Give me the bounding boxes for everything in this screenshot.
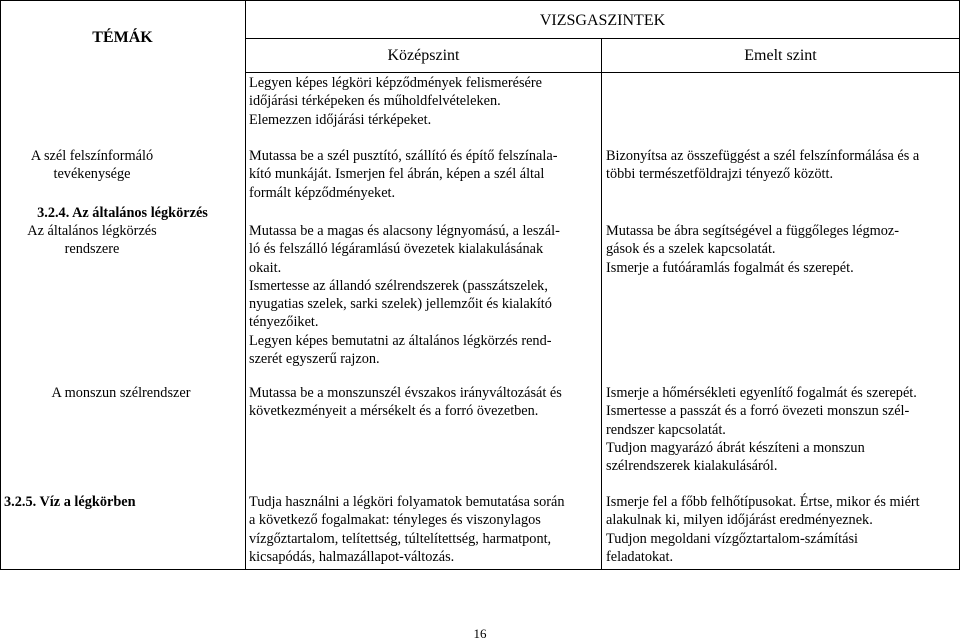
intro-mid-text: Legyen képes légköri képződmények felismerésére időjárási térképeken és műholdfelvételeken. Elemezzen időjárási térképeket. (249, 75, 542, 128)
row-monsoon-adv: Ismerje a hőmérsékleti egyenlítő fogalmát és szerepét. Ismertesse a passzát és a forró övezeti monszun szél- rendszer kapcsolatát. Tudjon magyarázó ábrát készíteni a monszun szélrendszerek kialakulásáról. (606, 385, 917, 475)
row-wind-landforms-adv: Bizonyítsa az összefüggést a szél felszínformálása és a többi természetföldrajzi tényező között. (606, 148, 920, 183)
header-divider-bottom (245, 72, 960, 73)
table-border-top (0, 0, 960, 1)
column-divider-levels (601, 38, 602, 570)
page-number: 16 (473, 626, 487, 641)
header-exam-levels: VIZSGASZINTEK (539, 12, 666, 29)
table-border-bottom (0, 569, 960, 570)
row-wind-landforms-mid: Mutassa be a szél pusztító, szállító és építő felszínala- kító munkáját. Ismerjen fel ábrán, képen a szél által formált képződményeket. (249, 148, 558, 201)
row-monsoon-mid: Mutassa be a monszunszél évszakos irányváltozását és következményeit a mérsékelt és a forró övezetben. (249, 385, 562, 420)
row-wind-landforms-topic: A szél felszínformáló tevékenysége (30, 148, 154, 183)
row-circulation-adv: Mutassa be ábra segítségével a függőleges légmoz- gások és a szelek kapcsolatát. Ismerje a futóáramlás fogalmát és szerepét. (606, 223, 899, 276)
header-advanced-level: Emelt szint (744, 47, 817, 64)
row-circulation-topic-code: 3.2.4. Az általános légkörzés (37, 205, 208, 221)
row-water-adv: Ismerje fel a főbb felhőtípusokat. Értse, mikor és miért alakulnak ki, milyen időjárást eredményeznek. Tudjon megoldani vízgőztartalom-számítási feladatokat. (606, 494, 920, 565)
row-circulation-mid: Mutassa be a magas és alacsony légnyomású, a leszál- ló és felszálló légáramlású övezetek kialakulásának okait. Ismertesse az állandó szélrendszerek (passzátszelek, nyugatias szelek, sarki szelek) jellemzőit és kialakító tényezőiket. Legyen képes bemutatni az általános légkörzés rend- szerét egyszerű rajzon. (249, 223, 560, 368)
row-water-topic-code: 3.2.5. Víz a légkörben (4, 494, 136, 510)
row-circulation-topic: Az általános légkörzés rendszere (27, 223, 157, 258)
table-border-left (0, 0, 1, 570)
column-divider-topics (245, 0, 246, 570)
row-water-mid: Tudja használni a légköri folyamatok bemutatása során a következő fogalmakat: tényleges és viszonylagos vízgőztartalom, telítettség, túltelítettség, harmatpont, kicsapódás, halmazállapot-változás. (249, 494, 565, 565)
header-topics: TÉMÁK (92, 29, 153, 46)
header-mid-level: Középszint (387, 47, 460, 64)
header-divider-levels (245, 38, 960, 39)
row-monsoon-topic: A monszun szélrendszer (51, 385, 191, 401)
